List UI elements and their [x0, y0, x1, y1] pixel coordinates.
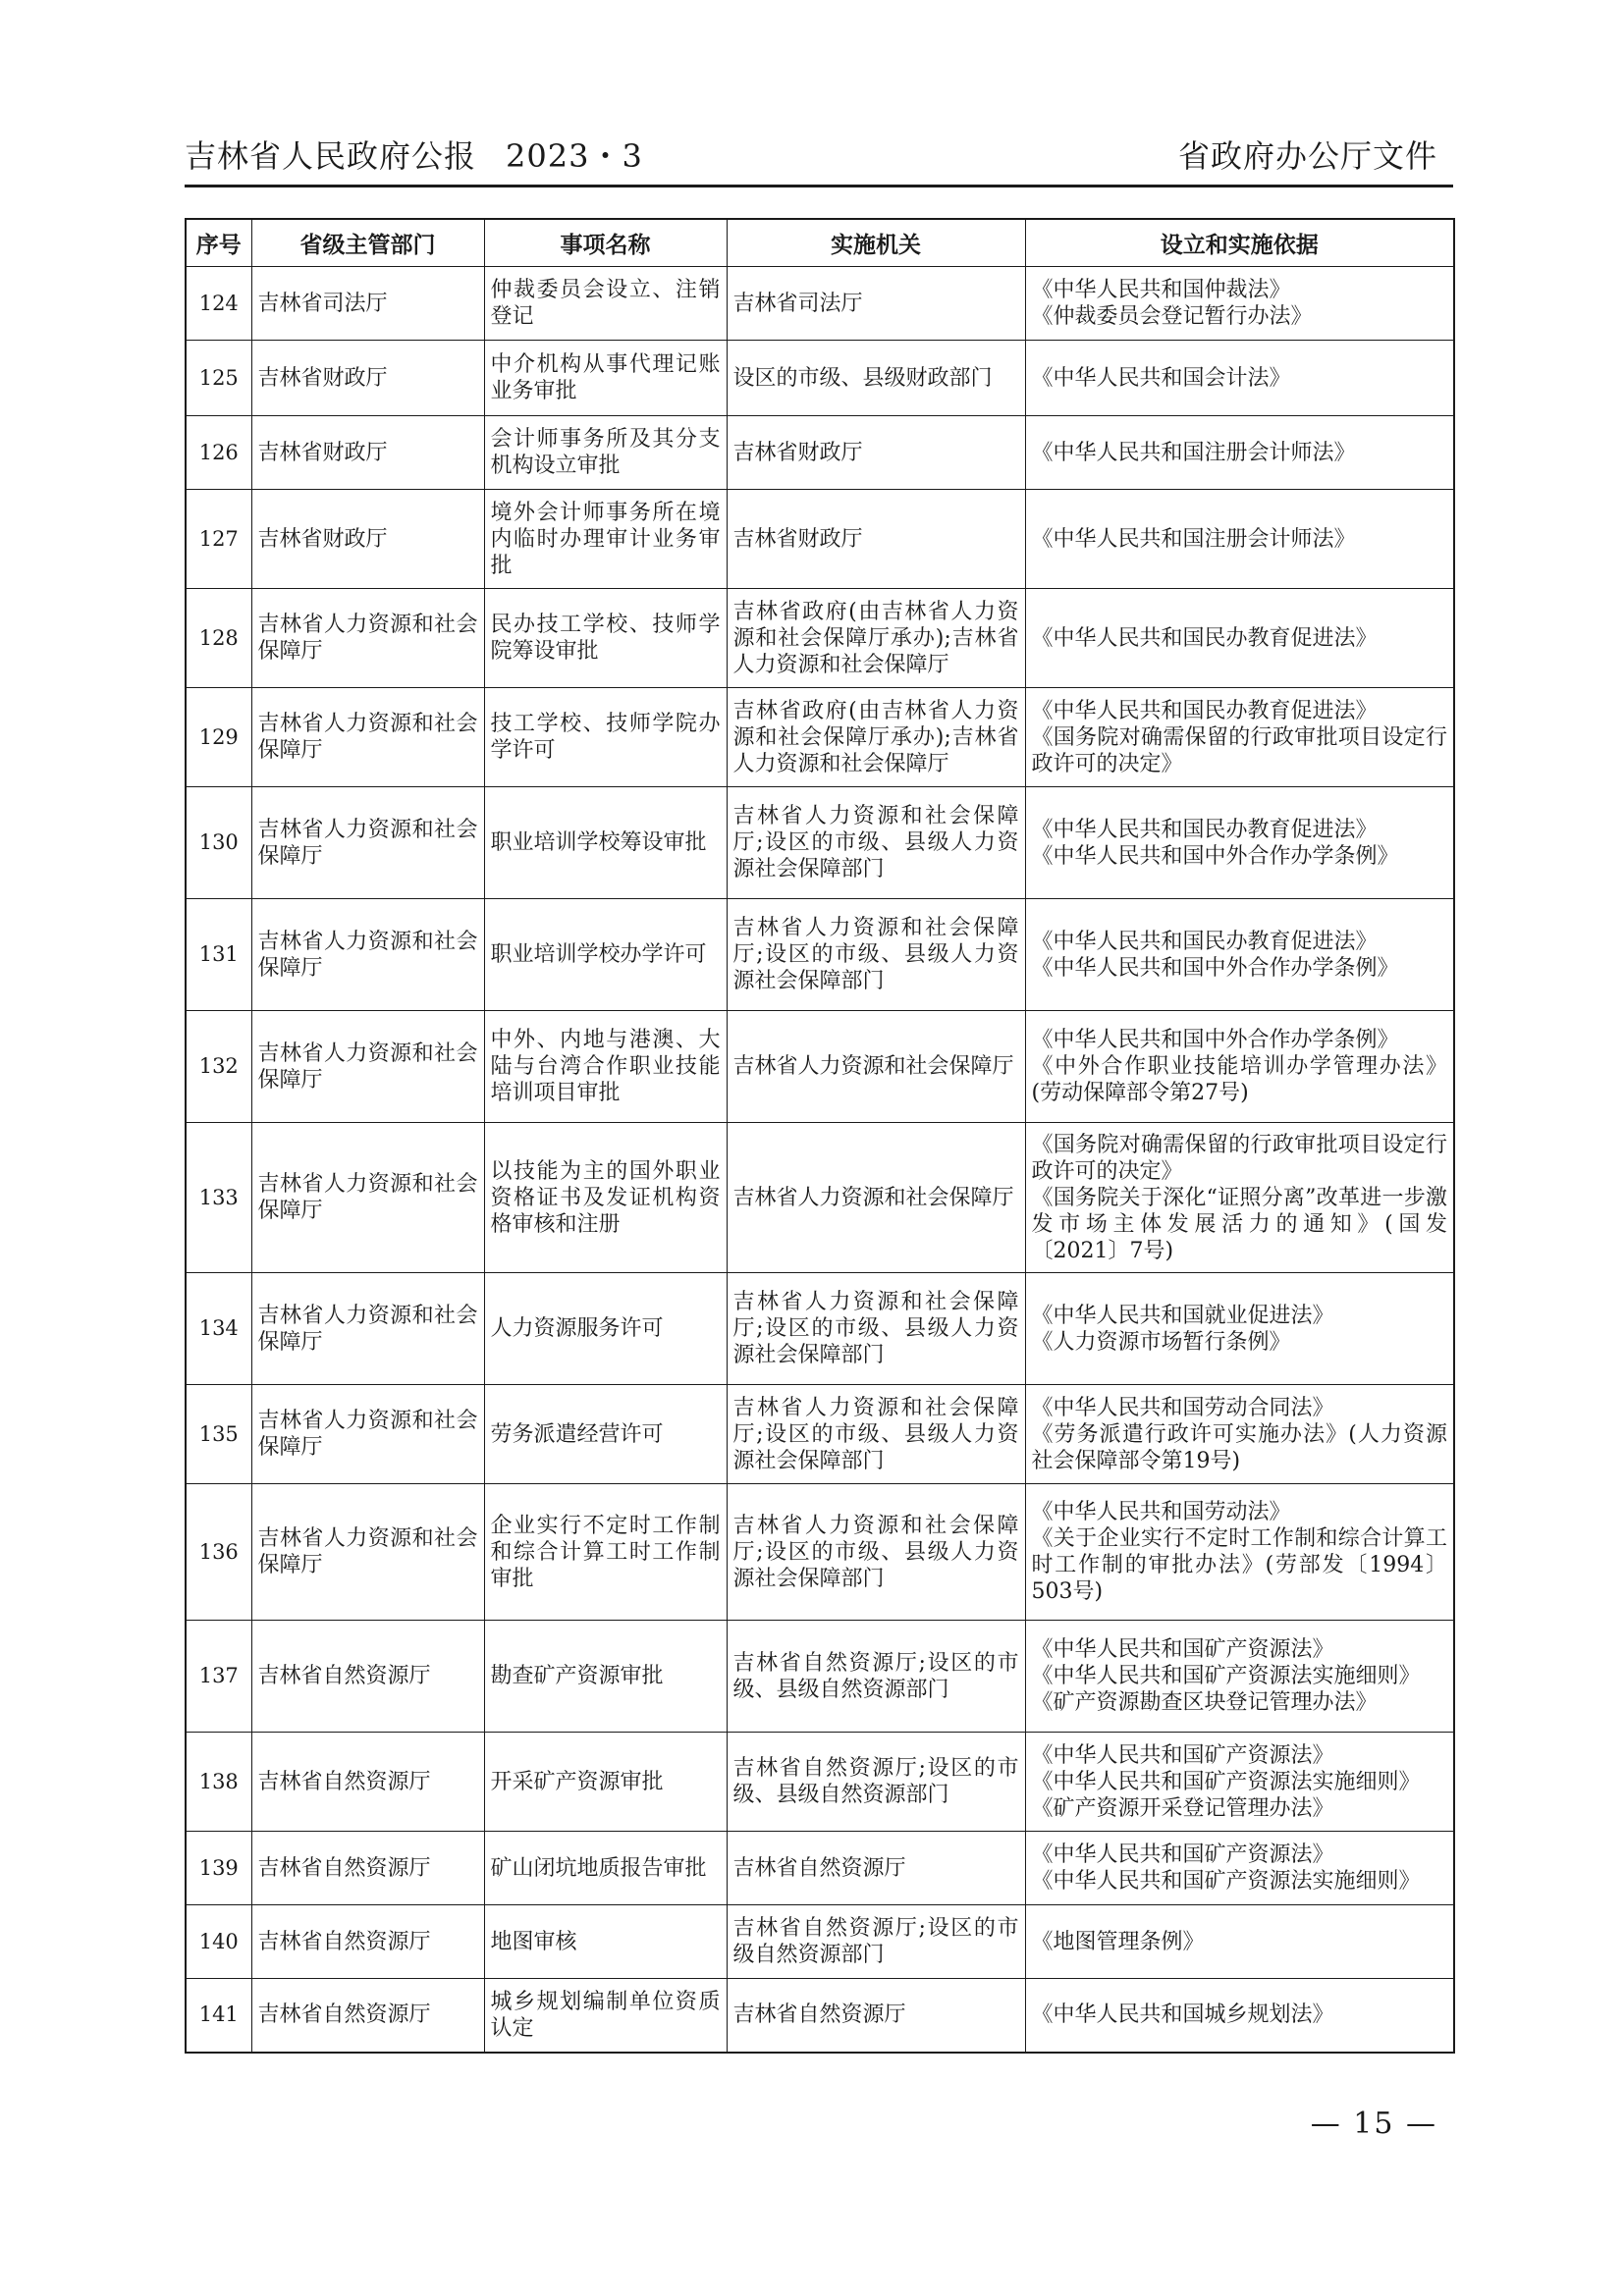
- item-cell: 境外会计师事务所在境内临时办理审计业务审批: [484, 490, 727, 589]
- approval-items-table: [185, 218, 1455, 2054]
- basis-line: 《中华人民共和国矿产资源法》: [1031, 1742, 1334, 1768]
- col-header-dept: 省级主管部门: [251, 219, 484, 267]
- basis-cell: [1025, 1733, 1454, 1832]
- dept-cell: 吉林省自然资源厅: [251, 1979, 484, 2053]
- basis-line: 《仲裁委员会登记暂行办法》: [1031, 304, 1313, 329]
- basis-line: 《中华人民共和国矿产资源法》: [1031, 1842, 1334, 1867]
- item-cell: 民办技工学校、技师学院筹设审批: [484, 589, 727, 688]
- dept-cell: 吉林省人力资源和社会保障厅: [251, 899, 484, 1011]
- basis-line: 《人力资源市场暂行条例》: [1031, 1329, 1291, 1355]
- basis-line: 《中华人民共和国矿产资源法》: [1031, 1637, 1334, 1662]
- table-row: [186, 1733, 1454, 1832]
- basis-line: 《国务院关于深化“证照分离”改革进一步激发市场主体发展活力的通知》(国发〔2021〕7号): [1031, 1185, 1447, 1263]
- item-cell: 劳务派遣经营许可: [484, 1385, 727, 1484]
- agency-cell: 吉林省人力资源和社会保障厅: [727, 1011, 1025, 1123]
- basis-cell: [1025, 1011, 1454, 1123]
- dept-cell: 吉林省人力资源和社会保障厅: [251, 1484, 484, 1621]
- table-row: [186, 490, 1454, 589]
- agency-cell: 吉林省人力资源和社会保障厅;设区的市级、县级人力资源社会保障部门: [727, 1385, 1025, 1484]
- agency-cell: 吉林省自然资源厅;设区的市级、县级自然资源部门: [727, 1733, 1025, 1832]
- row-number: 134: [186, 1273, 251, 1385]
- basis-cell: [1025, 1621, 1454, 1733]
- basis-line: 《中华人民共和国劳动法》: [1031, 1500, 1291, 1524]
- item-cell: 开采矿产资源审批: [484, 1733, 727, 1832]
- row-number: 130: [186, 787, 251, 899]
- agency-cell: 吉林省政府(由吉林省人力资源和社会保障厅承办);吉林省人力资源和社会保障厅: [727, 589, 1025, 688]
- dept-cell: 吉林省自然资源厅: [251, 1905, 484, 1979]
- row-number: 136: [186, 1484, 251, 1621]
- basis-cell: [1025, 688, 1454, 787]
- dept-cell: 吉林省财政厅: [251, 416, 484, 490]
- col-header-basis: 设立和实施依据: [1025, 219, 1454, 267]
- table-header-row: [186, 219, 1454, 267]
- item-cell: 中介机构从事代理记账业务审批: [484, 341, 727, 416]
- agency-cell: 吉林省自然资源厅;设区的市级、县级自然资源部门: [727, 1621, 1025, 1733]
- row-number: 135: [186, 1385, 251, 1484]
- table-row: [186, 267, 1454, 341]
- agency-cell: 吉林省财政厅: [727, 490, 1025, 589]
- basis-cell: [1025, 787, 1454, 899]
- basis-cell: [1025, 416, 1454, 490]
- section-title: 省政府办公厅文件: [1177, 137, 1437, 175]
- basis-line: 《中华人民共和国民办教育促进法》: [1031, 817, 1378, 842]
- dept-cell: 吉林省财政厅: [251, 341, 484, 416]
- item-cell: 以技能为主的国外职业资格证书及发证机构资格审核和注册: [484, 1123, 727, 1273]
- table-row: [186, 787, 1454, 899]
- item-cell: 城乡规划编制单位资质认定: [484, 1979, 727, 2053]
- table-row: [186, 1905, 1454, 1979]
- row-number: 137: [186, 1621, 251, 1733]
- basis-line: 《中华人民共和国劳动合同法》: [1031, 1395, 1334, 1420]
- basis-line: 《中华人民共和国注册会计师法》: [1031, 526, 1356, 552]
- agency-cell: 吉林省人力资源和社会保障厅: [727, 1123, 1025, 1273]
- basis-cell: [1025, 1484, 1454, 1621]
- basis-line: 《中华人民共和国中外合作办学条例》: [1031, 843, 1399, 869]
- basis-line: 《中华人民共和国城乡规划法》: [1031, 2002, 1334, 2028]
- row-number: 129: [186, 688, 251, 787]
- basis-cell: [1025, 1273, 1454, 1385]
- agency-cell: 吉林省政府(由吉林省人力资源和社会保障厅承办);吉林省人力资源和社会保障厅: [727, 688, 1025, 787]
- agency-cell: 吉林省自然资源厅;设区的市级自然资源部门: [727, 1905, 1025, 1979]
- dept-cell: 吉林省人力资源和社会保障厅: [251, 787, 484, 899]
- row-number: 131: [186, 899, 251, 1011]
- page-header-left: [185, 132, 643, 177]
- dept-cell: 吉林省财政厅: [251, 490, 484, 589]
- basis-cell: [1025, 267, 1454, 341]
- basis-cell: [1025, 341, 1454, 416]
- basis-cell: [1025, 1905, 1454, 1979]
- basis-line: 《中华人民共和国民办教育促进法》: [1031, 698, 1378, 723]
- basis-line: 《中华人民共和国中外合作办学条例》: [1031, 955, 1399, 981]
- table-row: [186, 1484, 1454, 1621]
- row-number: 139: [186, 1832, 251, 1905]
- table-row: [186, 1621, 1454, 1733]
- item-cell: 矿山闭坑地质报告审批: [484, 1832, 727, 1905]
- dept-cell: 吉林省人力资源和社会保障厅: [251, 1273, 484, 1385]
- dept-cell: 吉林省自然资源厅: [251, 1621, 484, 1733]
- table-row: [186, 899, 1454, 1011]
- dept-cell: 吉林省自然资源厅: [251, 1733, 484, 1832]
- item-cell: 仲裁委员会设立、注销登记: [484, 267, 727, 341]
- table-row: [186, 1123, 1454, 1273]
- agency-cell: 吉林省人力资源和社会保障厅;设区的市级、县级人力资源社会保障部门: [727, 899, 1025, 1011]
- basis-line: 《劳务派遣行政许可实施办法》(人力资源社会保障部令第19号): [1031, 1421, 1447, 1473]
- basis-line: 《中华人民共和国矿产资源法实施细则》: [1031, 1869, 1421, 1894]
- col-header-no: 序号: [186, 219, 251, 267]
- agency-cell: 吉林省人力资源和社会保障厅;设区的市级、县级人力资源社会保障部门: [727, 787, 1025, 899]
- basis-line: 《关于企业实行不定时工作制和综合计算工时工作制的审批办法》(劳部发〔1994〕503号): [1031, 1526, 1447, 1604]
- basis-line: 《中华人民共和国仲裁法》: [1031, 278, 1291, 302]
- row-number: 128: [186, 589, 251, 688]
- basis-line: 《中华人民共和国会计法》: [1031, 365, 1291, 391]
- header-rule: [185, 185, 1453, 187]
- agency-cell: 设区的市级、县级财政部门: [727, 341, 1025, 416]
- table-row: [186, 1979, 1454, 2053]
- publication-title: 吉林省人民政府公报: [185, 137, 477, 175]
- dept-cell: 吉林省自然资源厅: [251, 1832, 484, 1905]
- item-cell: 会计师事务所及其分支机构设立审批: [484, 416, 727, 490]
- row-number: 125: [186, 341, 251, 416]
- basis-line: 《国务院对确需保留的行政审批项目设定行政许可的决定》: [1031, 724, 1447, 776]
- item-cell: 中外、内地与港澳、大陆与台湾合作职业技能培训项目审批: [484, 1011, 727, 1123]
- basis-cell: [1025, 899, 1454, 1011]
- table-row: [186, 416, 1454, 490]
- basis-line: 《中华人民共和国注册会计师法》: [1031, 440, 1356, 465]
- row-number: 138: [186, 1733, 251, 1832]
- row-number: 132: [186, 1011, 251, 1123]
- basis-cell: [1025, 490, 1454, 589]
- agency-cell: 吉林省财政厅: [727, 416, 1025, 490]
- basis-line: 《中华人民共和国就业促进法》: [1031, 1303, 1334, 1328]
- table-row: [186, 1273, 1454, 1385]
- dept-cell: 吉林省人力资源和社会保障厅: [251, 1123, 484, 1273]
- dept-cell: 吉林省人力资源和社会保障厅: [251, 589, 484, 688]
- agency-cell: 吉林省自然资源厅: [727, 1832, 1025, 1905]
- page-number: — 15 —: [1310, 2107, 1437, 2141]
- agency-cell: 吉林省人力资源和社会保障厅;设区的市级、县级人力资源社会保障部门: [727, 1484, 1025, 1621]
- agency-cell: 吉林省人力资源和社会保障厅;设区的市级、县级人力资源社会保障部门: [727, 1273, 1025, 1385]
- dept-cell: 吉林省人力资源和社会保障厅: [251, 1011, 484, 1123]
- table-row: [186, 589, 1454, 688]
- row-number: 126: [186, 416, 251, 490]
- basis-line: 《中华人民共和国矿产资源法实施细则》: [1031, 1664, 1421, 1688]
- table-row: [186, 1385, 1454, 1484]
- table-row: [186, 1832, 1454, 1905]
- table-row: [186, 688, 1454, 787]
- basis-cell: [1025, 1385, 1454, 1484]
- basis-line: 《地图管理条例》: [1031, 1929, 1205, 1954]
- basis-line: 《中华人民共和国民办教育促进法》: [1031, 625, 1378, 651]
- item-cell: 勘查矿产资源审批: [484, 1621, 727, 1733]
- col-header-agency: 实施机关: [727, 219, 1025, 267]
- item-cell: 企业实行不定时工作制和综合计算工时工作制审批: [484, 1484, 727, 1621]
- item-cell: 技工学校、技师学院办学许可: [484, 688, 727, 787]
- agency-cell: 吉林省自然资源厅: [727, 1979, 1025, 2053]
- row-number: 133: [186, 1123, 251, 1273]
- item-cell: 职业培训学校办学许可: [484, 899, 727, 1011]
- agency-cell: 吉林省司法厅: [727, 267, 1025, 341]
- issue-number: 2023・3: [506, 137, 643, 175]
- dept-cell: 吉林省人力资源和社会保障厅: [251, 688, 484, 787]
- table-row: [186, 1011, 1454, 1123]
- dept-cell: 吉林省司法厅: [251, 267, 484, 341]
- dept-cell: 吉林省人力资源和社会保障厅: [251, 1385, 484, 1484]
- basis-cell: [1025, 1123, 1454, 1273]
- table-row: [186, 341, 1454, 416]
- basis-line: 《国务院对确需保留的行政审批项目设定行政许可的决定》: [1031, 1132, 1447, 1184]
- row-number: 124: [186, 267, 251, 341]
- basis-line: 《中华人民共和国民办教育促进法》: [1031, 929, 1378, 954]
- basis-line: 《矿产资源开采登记管理办法》: [1031, 1795, 1334, 1821]
- item-cell: 地图审核: [484, 1905, 727, 1979]
- row-number: 127: [186, 490, 251, 589]
- basis-cell: [1025, 1979, 1454, 2053]
- basis-cell: [1025, 1832, 1454, 1905]
- col-header-item: 事项名称: [484, 219, 727, 267]
- basis-line: 《中华人民共和国矿产资源法实施细则》: [1031, 1769, 1421, 1794]
- basis-line: 《矿产资源勘查区块登记管理办法》: [1031, 1690, 1378, 1715]
- row-number: 141: [186, 1979, 251, 2053]
- basis-line: 《中华人民共和国中外合作办学条例》: [1031, 1028, 1399, 1052]
- row-number: 140: [186, 1905, 251, 1979]
- item-cell: 职业培训学校筹设审批: [484, 787, 727, 899]
- basis-cell: [1025, 589, 1454, 688]
- item-cell: 人力资源服务许可: [484, 1273, 727, 1385]
- basis-line: 《中外合作职业技能培训办学管理办法》(劳动保障部令第27号): [1031, 1054, 1447, 1105]
